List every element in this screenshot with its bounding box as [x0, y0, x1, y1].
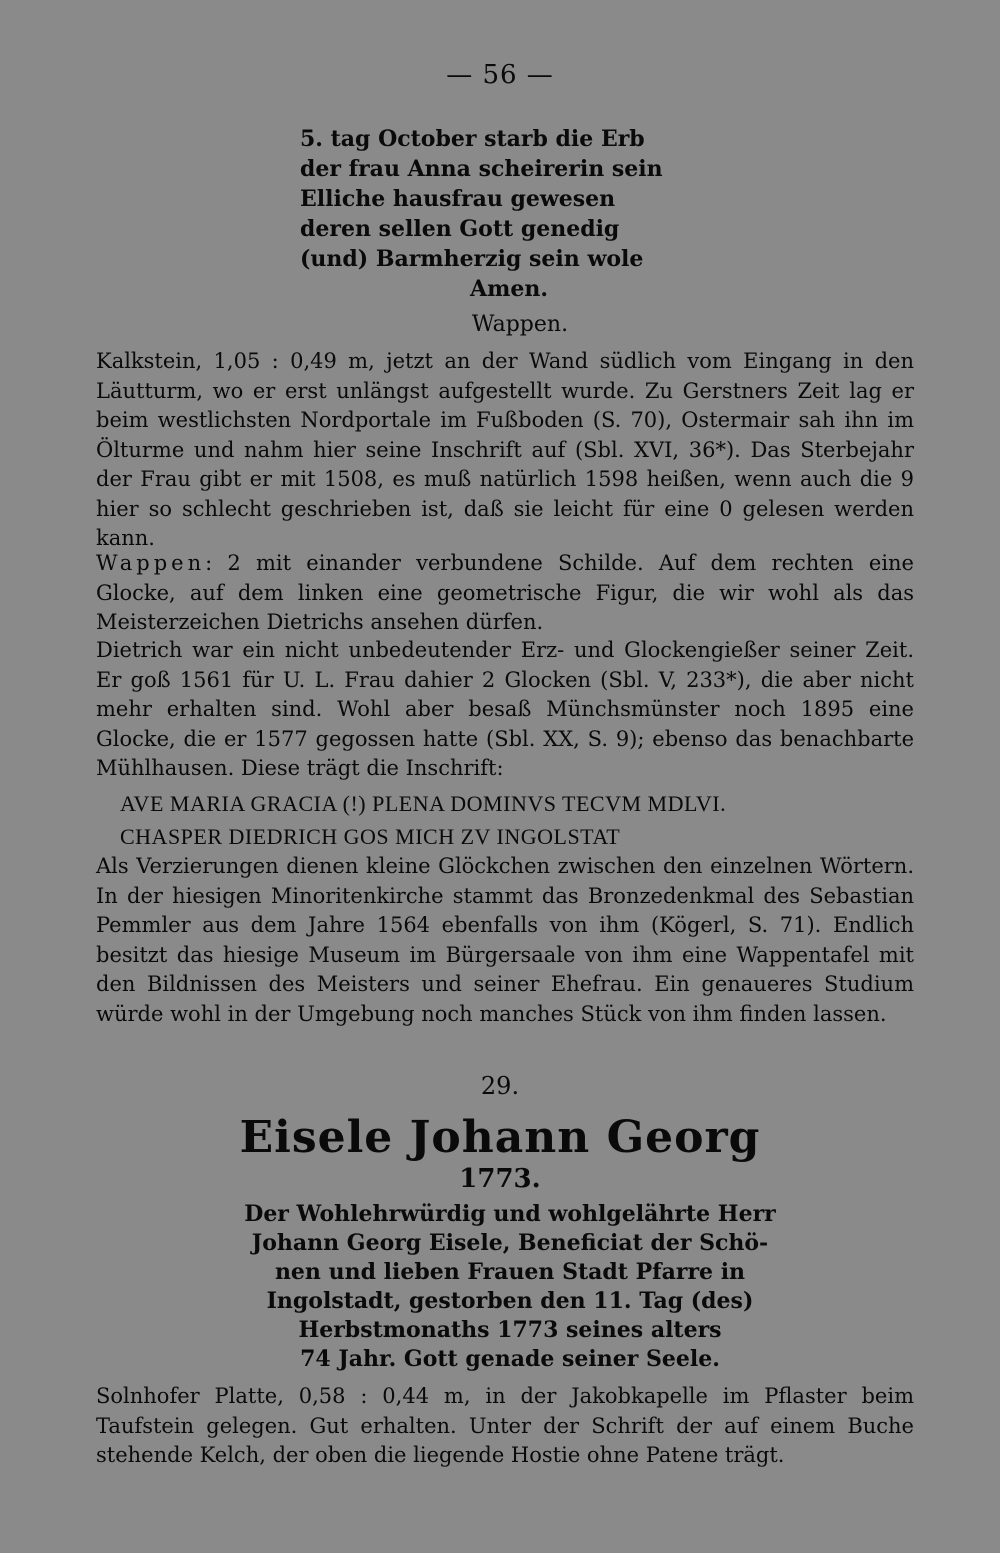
paragraph-plate: Solnhofer Platte, 0,58 : 0,44 m, in der Jakobkapelle im Pflaster beim Taufstein gelegen. Gut erhalten. Unter der Schrift der auf einem Buche stehende Kelch, der oben die liegende Hostie ohne Patene trägt.: [96, 1384, 914, 1467]
paragraph-wappen: [96, 549, 914, 638]
inscription-amen: Amen.: [470, 276, 548, 302]
latin-line: CHASPER DIEDRICH GOS MICH ZV INGOLSTAT: [120, 824, 621, 849]
section-title: Eisele Johann Georg: [239, 1112, 761, 1163]
section-year: 1773.: [459, 1164, 541, 1194]
wappen-text: : 2 mit einander verbundene Schilde. Auf dem rechten eine Glocke, auf dem linken eine geometrische Figur, die wir wohl als das Meisterzeichen Dietrichs ansehen dürfen.: [96, 551, 914, 634]
inscription-block: [300, 124, 720, 304]
latin-inscription: [120, 787, 920, 853]
paragraph-description: Kalkstein, 1,05 : 0,49 m, jetzt an der Wand südlich vom Eingang in den Läutturm, wo er erst unlängst aufgestellt wurde. Zu Gerstners Zeit lag er beim westlichsten Nordportale im Fußboden (S. 70), Ostermair sah ihn im Ölturme und nahm hier seine Inschrift auf (Sbl. XVI, 36*). Das Sterbejahr der Frau gibt er mit 1508, es muß natürlich 1598 heißen, wenn auch die 9 hier so schlecht geschrieben ist, daß sie leicht für eine 0 gelesen werden kann.: [96, 349, 914, 550]
section-number: 29.: [480, 1072, 520, 1100]
wappen-label: Wappen: [96, 551, 206, 575]
inscription-line: Elliche hausfrau gewesen: [300, 186, 616, 212]
inscription-line: der frau Anna scheirerin sein: [300, 156, 663, 182]
inscription-block-2: [180, 1200, 840, 1374]
inscription-line: 74 Jahr. Gott genade seiner Seele.: [300, 1346, 720, 1372]
inscription-line: Ingolstadt, gestorben den 11. Tag (des): [266, 1288, 754, 1314]
inscription-line: Johann Georg Eisele, Beneficiat der Schö-: [251, 1230, 769, 1256]
inscription-line: 5. tag October starb die Erb: [300, 126, 645, 152]
latin-line: AVE MARIA GRACIA (!) PLENA DOMINVS TECVM MDLVI.: [120, 791, 727, 816]
inscription-line: nen und lieben Frauen Stadt Pfarre in: [274, 1259, 746, 1285]
inscription-line: (und) Barmherzig sein wole: [300, 246, 644, 272]
inscription-line: Der Wohlehrwürdig und wohlgelährte Herr: [244, 1201, 776, 1227]
paragraph-dietrich: Dietrich war ein nicht unbedeutender Erz- und Glockengießer seiner Zeit. Er goß 1561 für U. L. Frau dahier 2 Glocken (Sbl. V, 233*), die aber nicht mehr erhalten sind. Wohl aber besaß Münchsmünster noch 1895 eine Glocke, die er 1577 gegossen hatte (Sbl. XX, S. 9); ebenso das benachbarte Mühlhausen. Diese trägt die Inschrift:: [96, 638, 914, 780]
paragraph-decorations: Als Verzierungen dienen kleine Glöckchen zwischen den einzelnen Wörtern. In der hiesigen Minoritenkirche stammt das Bronzedenkmal des Sebastian Pemmler aus dem Jahre 1564 ebenfalls von ihm (Kögerl, S. 71). Endlich besitzt das hiesige Museum im Bürgersaale von ihm eine Wappentafel mit den Bildnissen des Meisters und seiner Ehefrau. Ein genaueres Studium würde wohl in der Umgebung noch manches Stück von ihm finden lassen.: [96, 854, 914, 1026]
wappen-heading: Wappen.: [471, 312, 569, 337]
inscription-line: Herbstmonaths 1773 seines alters: [298, 1317, 722, 1343]
inscription-line: deren sellen Gott genedig: [300, 216, 620, 242]
page-number: — 56 —: [446, 60, 554, 90]
